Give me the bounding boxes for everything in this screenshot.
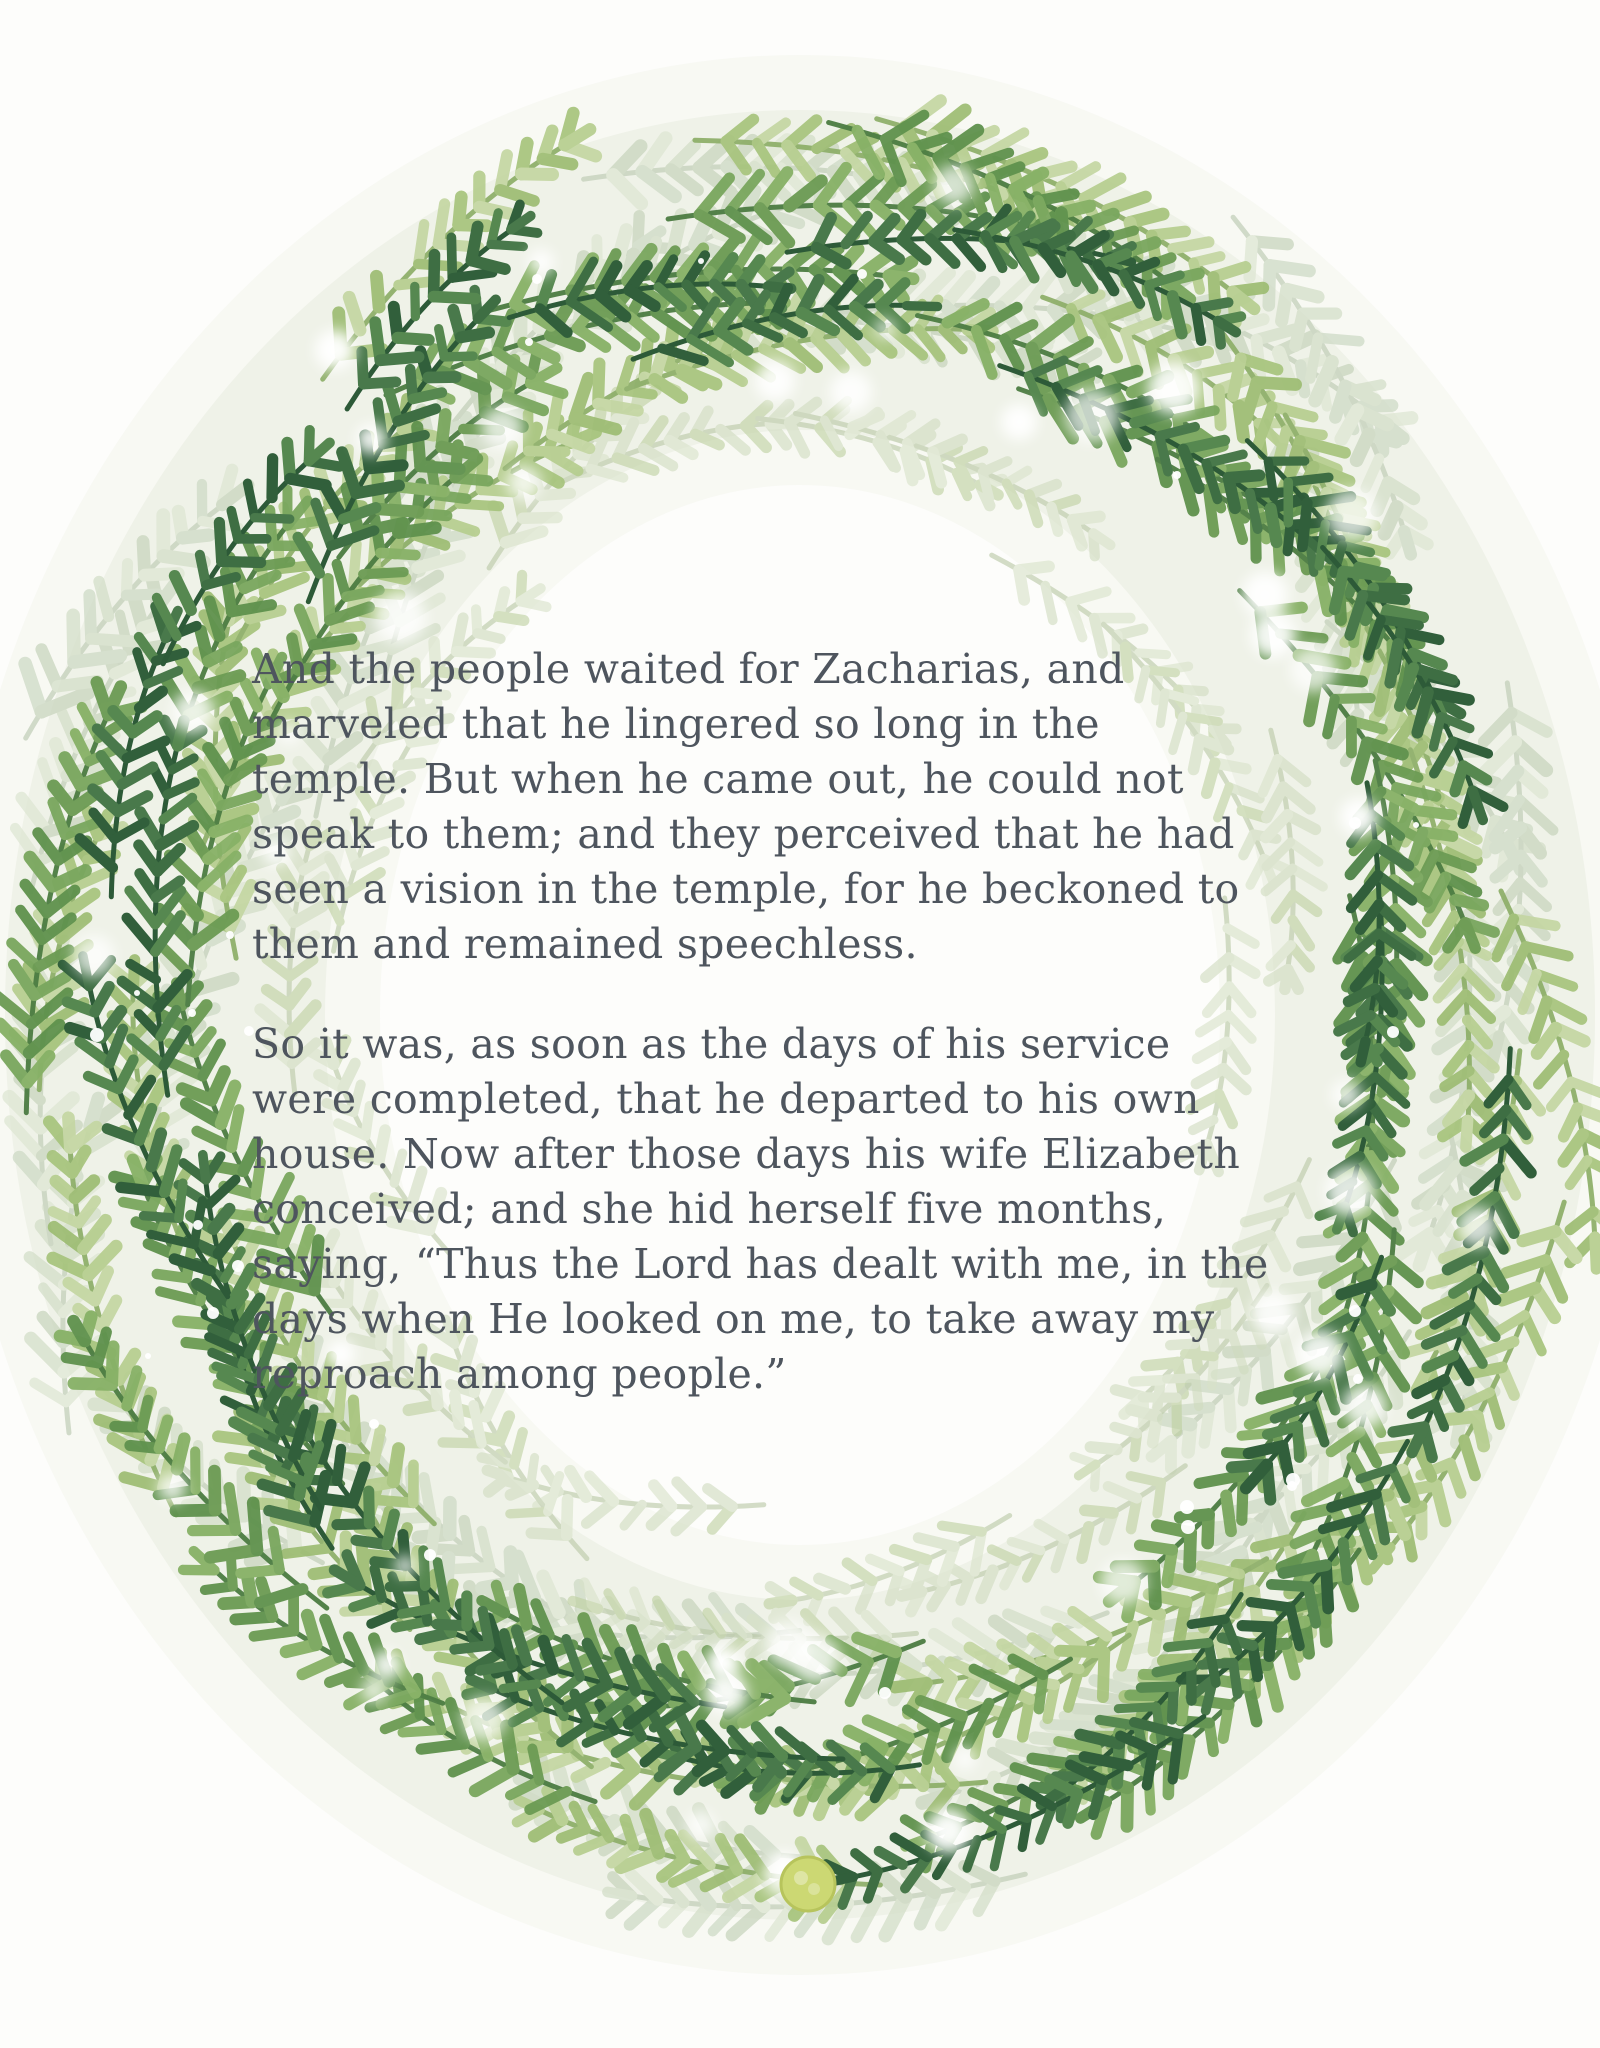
text-line: And the people waited for Zacharias, and — [252, 645, 1125, 693]
text-line: marveled that he lingered so long in the — [252, 700, 1100, 748]
text-line: were completed, that he departed to his own — [252, 1075, 1200, 1123]
scripture-paragraph — [252, 642, 1352, 972]
text-line: days when He looked on me, to take away my — [252, 1295, 1215, 1343]
text-line: temple. But when he came out, he could not — [252, 755, 1184, 803]
text-line: speak to them; and they perceived that he had — [252, 810, 1235, 858]
text-line: them and remained speechless. — [252, 920, 918, 968]
text-line: house. Now after those days his wife Elizabeth — [252, 1130, 1241, 1178]
scripture-paragraph — [252, 1017, 1352, 1402]
text-line: So it was, as soon as the days of his service — [252, 1020, 1171, 1068]
text-line: reproach among people.” — [252, 1350, 787, 1398]
text-line: saying, “Thus the Lord has dealt with me, in the — [252, 1240, 1269, 1288]
scripture-text-block — [252, 642, 1352, 1402]
text-line: conceived; and she hid herself five months, — [252, 1185, 1167, 1233]
text-line: seen a vision in the temple, for he beckoned to — [252, 865, 1240, 913]
